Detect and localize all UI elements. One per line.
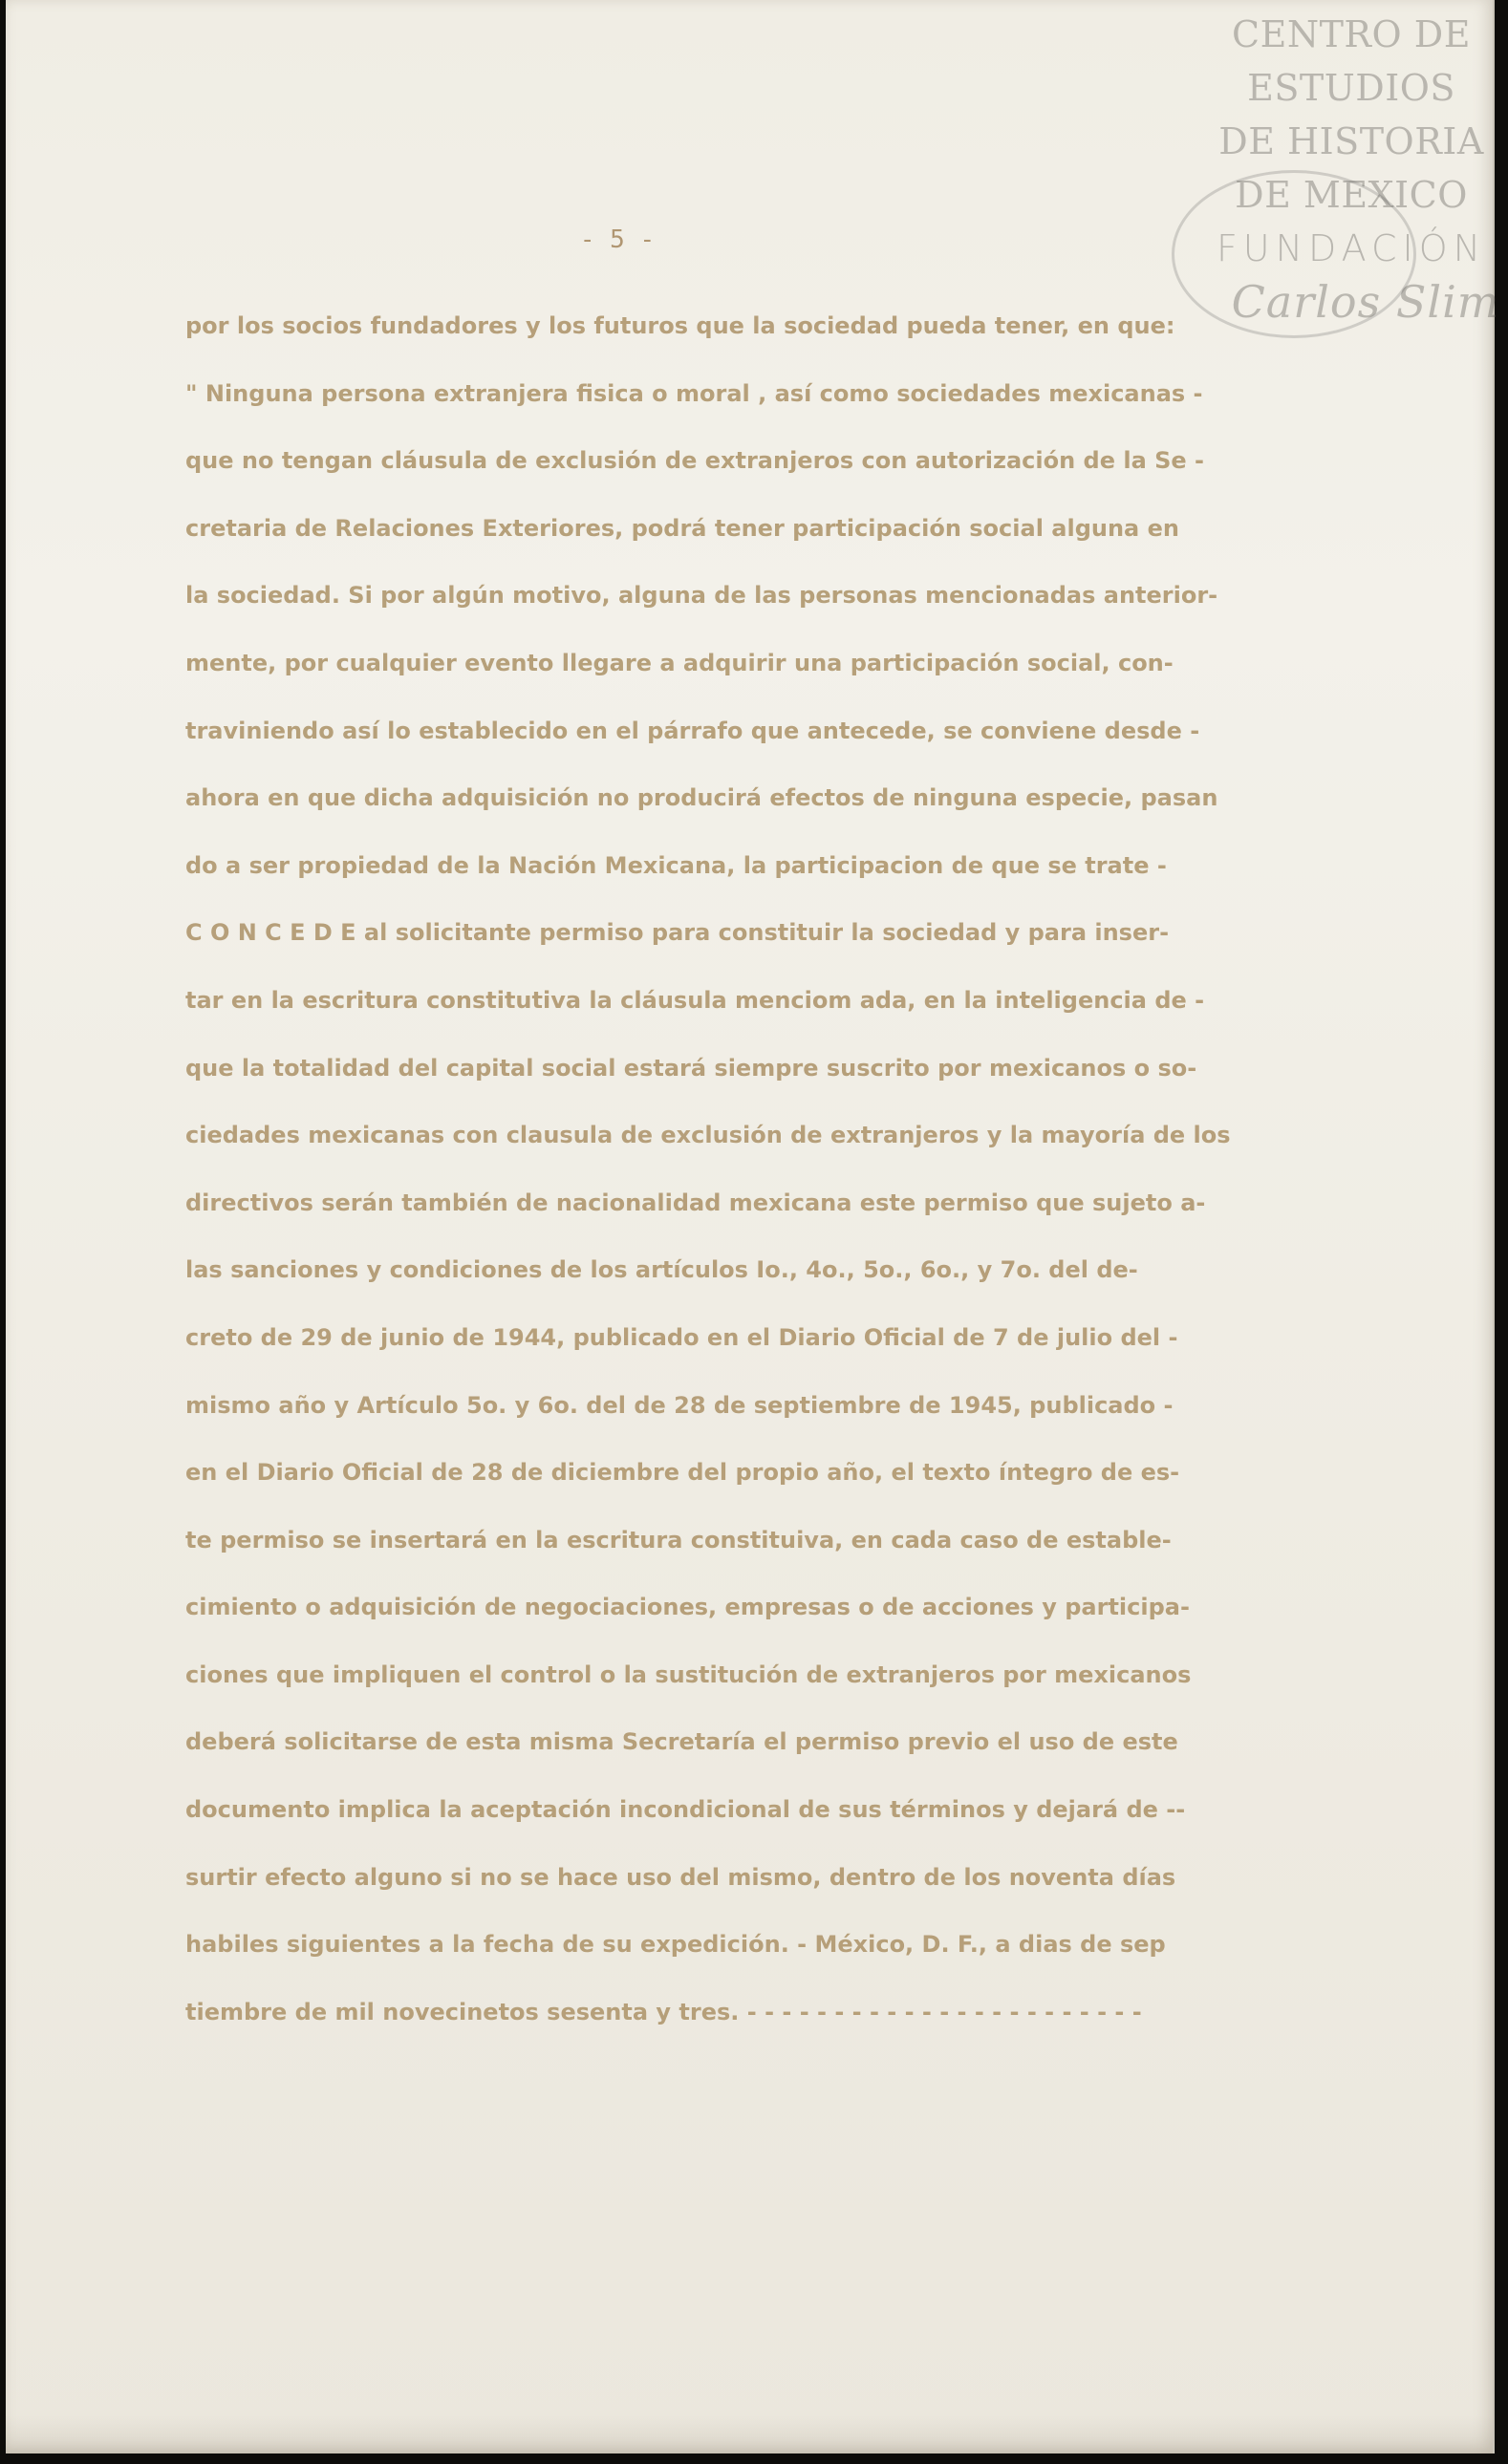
watermark-line: ESTUDIOS bbox=[1247, 67, 1455, 109]
watermark-signature: Carlos Slim bbox=[1231, 276, 1500, 328]
text-line: que no tengan cláusula de exclusión de extranjeros con autorización de la Se - bbox=[185, 447, 1205, 475]
text-line: ahora en que dicha adquisición no producirá efectos de ninguna especie, pasan bbox=[185, 784, 1218, 812]
text-line: ciedades mexicanas con clausula de exclusión de extranjeros y la mayoría de los bbox=[185, 1122, 1231, 1149]
text-line: cimiento o adquisición de negociaciones, empresas o de acciones y participa- bbox=[185, 1594, 1190, 1621]
watermark-line: FUNDACIÓN bbox=[1216, 227, 1487, 269]
text-line: habiles siguientes a la fecha de su expedición. - México, D. F., a dias de sep bbox=[185, 1931, 1166, 1959]
text-line: por los socios fundadores y los futuros que la sociedad pueda tener, en que: bbox=[185, 312, 1175, 339]
text-line: documento implica la aceptación incondicional de sus términos y dejará de -- bbox=[185, 1796, 1186, 1824]
text-line: C O N C E D E al solicitante permiso para constituir la sociedad y para inser- bbox=[185, 919, 1170, 947]
text-line: do a ser propiedad de la Nación Mexicana, la participacion de que se trate - bbox=[185, 851, 1167, 879]
text-line: deberá solicitarse de esta misma Secretaría el permiso previo el uso de este bbox=[185, 1728, 1178, 1756]
watermark-line: DE MEXICO bbox=[1235, 174, 1468, 216]
watermark-line: CENTRO DE bbox=[1232, 13, 1471, 55]
text-line: tiembre de mil novecinetos sesenta y tres. - - - - - - - - - - - - - - - - - - - - - - - bbox=[185, 1998, 1142, 2025]
page-number: - 5 - bbox=[579, 225, 656, 254]
document-body bbox=[185, 292, 1399, 2046]
text-line: traviniendo así lo establecido en el párrafo que antecede, se conviene desde - bbox=[185, 717, 1200, 744]
text-line: te permiso se insertará en la escritura constituiva, en cada caso de estable- bbox=[185, 1526, 1172, 1553]
text-line: mente, por cualquier evento llegare a adquirir una participación social, con- bbox=[185, 649, 1174, 676]
text-line: creto de 29 de junio de 1944, publicado en el Diario Oficial de 7 de julio del - bbox=[185, 1323, 1178, 1351]
text-line: directivos serán también de nacionalidad mexicana este permiso que sujeto a- bbox=[185, 1189, 1206, 1216]
text-line: ciones que impliquen el control o la sustitución de extranjeros por mexicanos bbox=[185, 1661, 1192, 1688]
text-line: surtir efecto alguno si no se hace uso del mismo, dentro de los noventa días bbox=[185, 1863, 1176, 1891]
text-line: tar en la escritura constitutiva la cláusula menciom ada, en la inteligencia de - bbox=[185, 986, 1205, 1014]
text-line: en el Diario Oficial de 28 de diciembre del propio año, el texto íntegro de es- bbox=[185, 1459, 1180, 1487]
text-line: la sociedad. Si por algún motivo, alguna de las personas mencionadas anterior- bbox=[185, 582, 1218, 610]
text-line: que la totalidad del capital social estará siempre suscrito por mexicanos o so- bbox=[185, 1054, 1197, 1082]
text-line: cretaria de Relaciones Exteriores, podrá tener participación social alguna en bbox=[185, 514, 1179, 542]
document-page bbox=[6, 0, 1500, 2453]
text-line: " Ninguna persona extranjera fisica o moral , así como sociedades mexicanas - bbox=[185, 379, 1203, 407]
text-line: mismo año y Artículo 5o. y 6o. del de 28 de septiembre de 1945, publicado - bbox=[185, 1391, 1174, 1419]
watermark-line: DE HISTORIA bbox=[1218, 120, 1484, 162]
text-line: las sanciones y condiciones de los artículos Io., 4o., 5o., 6o., y 7o. del de- bbox=[185, 1256, 1138, 1284]
